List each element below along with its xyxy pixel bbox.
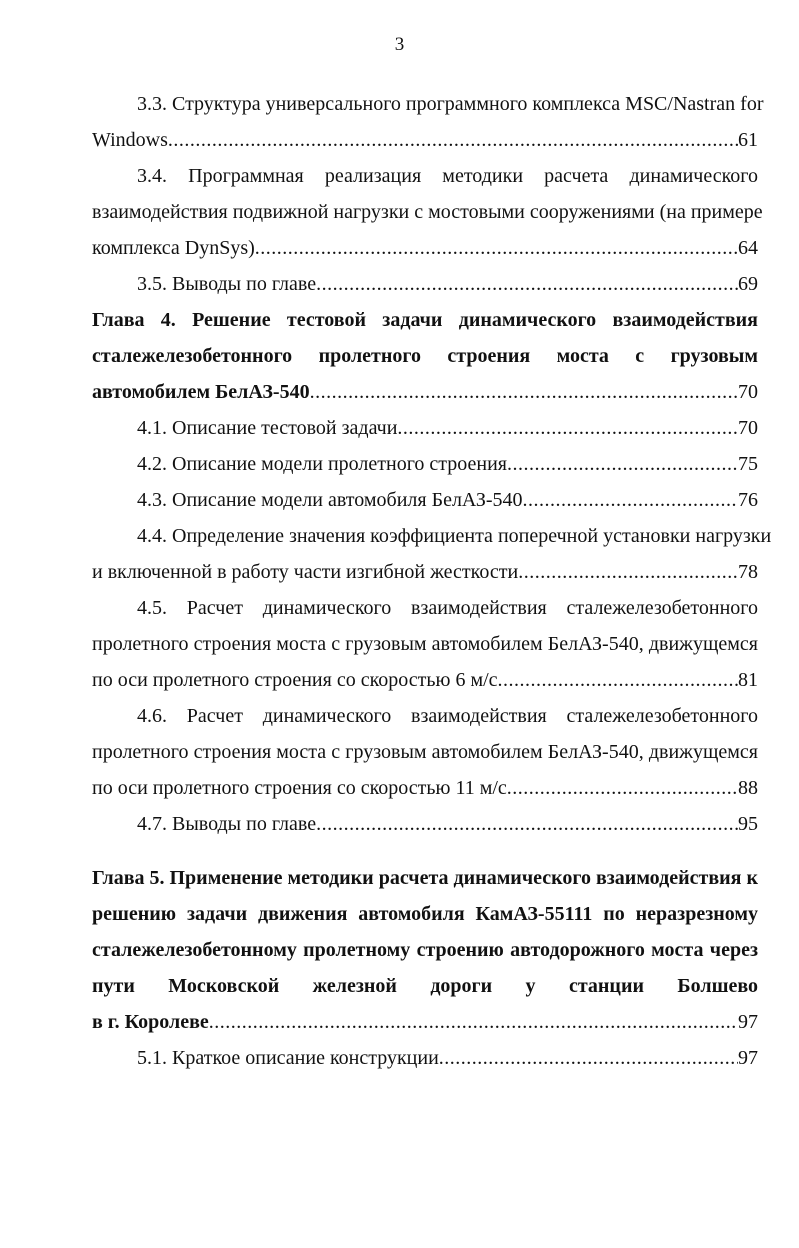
toc-page-number: 97: [738, 1047, 758, 1069]
toc-entry-text: 3.5. Выводы по главе: [137, 273, 317, 295]
toc-entry-3-5: [92, 266, 758, 302]
toc-entry-text: взаимодействия подвижной нагрузки с мостовыми сооружениями (на примере: [92, 201, 763, 223]
dot-leader: [255, 230, 738, 266]
toc-entry-text: 4.2. Описание модели пролетного строения: [137, 453, 507, 475]
toc-entry-5-1: [92, 1040, 758, 1076]
dot-leader: [507, 446, 738, 482]
toc-entry-text: 4.7. Выводы по главе: [137, 813, 317, 835]
toc-chapter-4: [92, 302, 758, 410]
dot-leader: [397, 410, 738, 446]
dot-leader: [209, 1004, 738, 1040]
toc-entry-3-3: [92, 86, 764, 158]
toc-chapter-text: Глава 5. Применение методики расчета динамического взаимодействия к: [92, 867, 758, 889]
toc-chapter-5: [92, 860, 758, 1040]
toc-page-number: 95: [738, 813, 758, 835]
toc-entry-leader-line: [92, 1004, 758, 1040]
toc-entry-4-6: [92, 698, 758, 806]
toc-entry-text: и включенной в работу части изгибной жесткости: [92, 561, 519, 583]
toc-chapter-text: сталежелезобетонного пролетного строения моста с грузовым: [92, 345, 758, 367]
toc-entry-text: 4.3. Описание модели автомобиля БелАЗ-540: [137, 489, 523, 511]
dot-leader: [439, 1040, 738, 1076]
dot-leader: [316, 806, 738, 842]
toc-entry-leader-line: [92, 1040, 758, 1076]
toc-entry-leader-line: [92, 554, 758, 590]
toc-page-number: 64: [738, 237, 758, 259]
toc-page-number: 88: [738, 777, 758, 799]
toc-chapter-text: пути Московской железной дороги у станции Болшево: [92, 975, 758, 997]
toc-entry-text: пролетного строения моста с грузовым автомобилем БелАЗ-540, движущемся: [92, 633, 758, 655]
toc-chapter-text: в г. Королеве: [92, 1011, 209, 1033]
toc-entry-leader-line: [92, 266, 758, 302]
toc-entry-leader-line: [92, 446, 758, 482]
dot-leader: [523, 482, 738, 518]
toc-page-number: 69: [738, 273, 758, 295]
dot-leader: [507, 770, 738, 806]
toc-page-number: 75: [738, 453, 758, 475]
toc-entry-text: Windows: [92, 129, 168, 151]
toc-page-number: 76: [738, 489, 758, 511]
toc-entry-leader-line: [92, 662, 758, 698]
toc-entry-leader-line: [92, 482, 758, 518]
toc-entry-text: по оси пролетного строения со скоростью 11 м/с: [92, 777, 507, 799]
toc-entry-text: по оси пролетного строения со скоростью 6 м/с: [92, 669, 498, 691]
toc-chapter-text: автомобилем БелАЗ-540: [92, 381, 310, 403]
toc-page-number: 78: [738, 561, 758, 583]
toc-entry-text: 4.5. Расчет динамического взаимодействия сталежелезобетонного: [137, 597, 758, 619]
toc-entry-text: комплекса DynSys): [92, 237, 255, 259]
toc-entry-leader-line: [92, 122, 758, 158]
page-number: 3: [394, 34, 405, 55]
toc-entry-4-5: [92, 590, 758, 698]
toc-entry-text: 4.6. Расчет динамического взаимодействия сталежелезобетонного: [137, 705, 758, 727]
toc-page-number: 70: [738, 417, 758, 439]
toc-chapter-text: Глава 4. Решение тестовой задачи динамического взаимодействия: [92, 309, 758, 331]
toc-entry-leader-line: [92, 410, 758, 446]
dot-leader: [518, 554, 738, 590]
toc-entry-4-3: [92, 482, 758, 518]
toc-entry-text: пролетного строения моста с грузовым автомобилем БелАЗ-540, движущемся: [92, 741, 758, 763]
toc-entry-4-4: [92, 518, 772, 590]
toc-entry-text: 4.1. Описание тестовой задачи: [137, 417, 398, 439]
table-of-contents: [92, 86, 772, 1076]
toc-entry-text: 4.4. Определение значения коэффициента поперечной установки нагрузки: [137, 525, 772, 547]
dot-leader: [310, 374, 738, 410]
toc-entry-text: 3.3. Структура универсального программного комплекса MSC/Nastran for: [137, 93, 764, 115]
dot-leader: [168, 122, 738, 158]
toc-entry-leader-line: [92, 374, 758, 410]
toc-entry-leader-line: [92, 806, 758, 842]
toc-chapter-text: решению задачи движения автомобиля КамАЗ-55111 по неразрезному: [92, 903, 758, 925]
toc-entry-3-4: [92, 158, 763, 266]
toc-page-number: 81: [738, 669, 758, 691]
toc-chapter-text: сталежелезобетонному пролетному строению автодорожного моста через: [92, 939, 758, 961]
toc-page-number: 61: [738, 129, 758, 151]
dot-leader: [498, 662, 738, 698]
toc-entry-leader-line: [92, 230, 758, 266]
toc-page-number: 70: [738, 381, 758, 403]
toc-entry-4-2: [92, 446, 758, 482]
toc-entry-4-7: [92, 806, 758, 842]
dot-leader: [316, 266, 738, 302]
toc-entry-leader-line: [92, 770, 758, 806]
toc-page-number: 97: [738, 1011, 758, 1033]
toc-entry-text: 5.1. Краткое описание конструкции: [137, 1047, 439, 1069]
toc-entry-text: 3.4. Программная реализация методики расчета динамического: [137, 165, 758, 187]
toc-entry-4-1: [92, 410, 758, 446]
